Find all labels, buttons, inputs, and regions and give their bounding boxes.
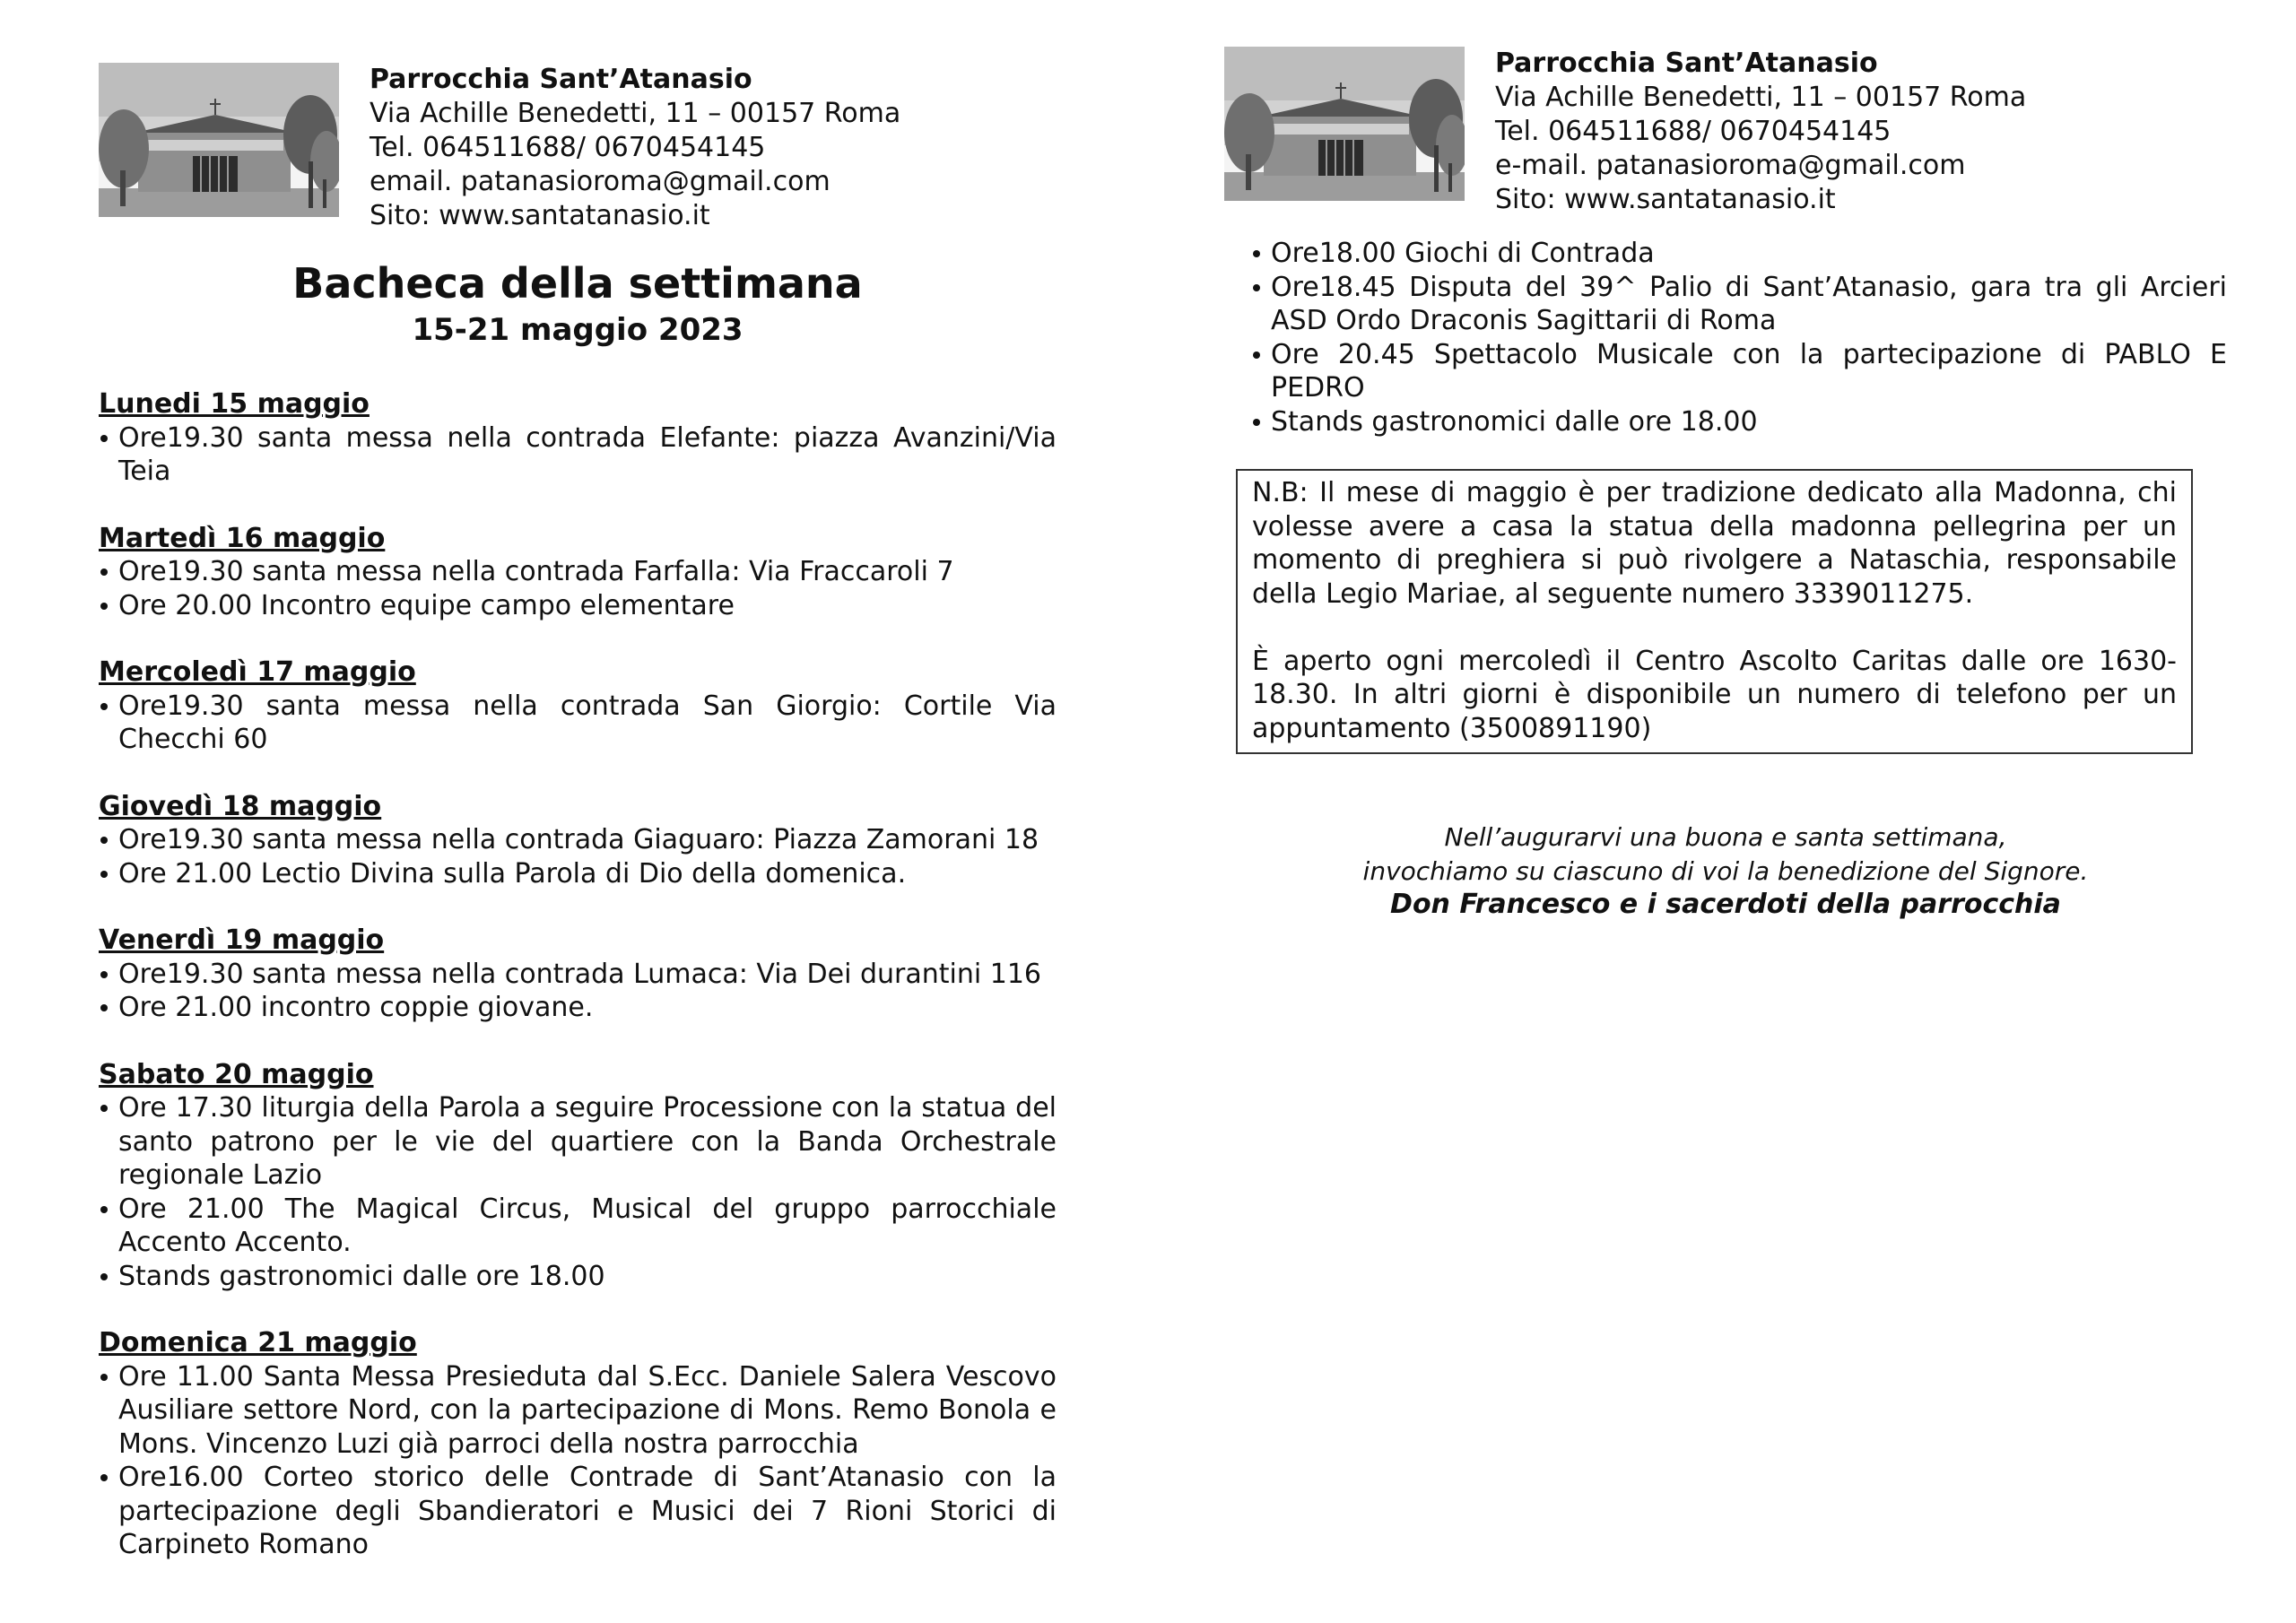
parish-phone: Tel. 064511688/ 0670454145 bbox=[370, 132, 766, 163]
schedule-item: Ore 21.00 incontro coppie giovane. bbox=[99, 991, 1057, 1025]
day-thursday bbox=[99, 790, 1057, 891]
closing-line: invochiamo su ciascuno di voi la benedizione del Signore. bbox=[1362, 855, 2089, 886]
day-monday bbox=[99, 387, 1057, 489]
schedule-item: Ore19.30 santa messa nella contrada San Giorgio: Cortile Via Checchi 60 bbox=[99, 690, 1057, 757]
day-title: Venerdì 19 maggio bbox=[99, 924, 385, 956]
left-header bbox=[99, 63, 1057, 233]
parish-address: Via Achille Benedetti, 11 – 00157 Roma bbox=[370, 98, 901, 129]
parish-name: Parrocchia Sant’Atanasio bbox=[1495, 48, 1878, 79]
schedule-item: Ore 21.00 The Magical Circus, Musical del gruppo parrocchiale Accento Accento. bbox=[99, 1193, 1057, 1260]
parish-website: Sito: www.santatanasio.it bbox=[370, 200, 710, 231]
date-range: 15-21 maggio 2023 bbox=[412, 312, 744, 348]
church-logo-image bbox=[99, 63, 339, 217]
day-friday bbox=[99, 924, 1057, 1025]
page-title: Bacheca della settimana bbox=[292, 259, 863, 308]
signature: Don Francesco e i sacerdoti della parrocchia bbox=[1390, 889, 2061, 920]
parish-phone: Tel. 064511688/ 0670454145 bbox=[1495, 116, 1892, 147]
day-title: Martedì 16 maggio bbox=[99, 522, 386, 554]
schedule-item: Ore 11.00 Santa Messa Presieduta dal S.Ecc. Daniele Salera Vescovo Ausiliare settore Nord, con la partecipazione di Mons. Remo Bonola e Mons. Vincenzo Luzi già parroci della nostra parrocchia bbox=[99, 1360, 1057, 1462]
schedule-item: Stands gastronomici dalle ore 18.00 bbox=[1251, 405, 2227, 439]
closing-message bbox=[1224, 820, 2227, 922]
day-title: Domenica 21 maggio bbox=[99, 1327, 417, 1358]
schedule-item: Ore18.45 Disputa del 39^ Palio di Sant’Atanasio, gara tra gli Arcieri ASD Ordo Draconis Sagittarii di Roma bbox=[1251, 271, 2227, 338]
parish-website: Sito: www.santatanasio.it bbox=[1495, 184, 1836, 215]
schedule-item: Ore19.30 santa messa nella contrada Lumaca: Via Dei durantini 116 bbox=[99, 958, 1057, 992]
day-saturday bbox=[99, 1058, 1057, 1294]
day-sunday bbox=[99, 1326, 1057, 1562]
day-title: Lunedi 15 maggio bbox=[99, 388, 370, 420]
parish-address: Via Achille Benedetti, 11 – 00157 Roma bbox=[1495, 82, 2027, 113]
schedule-item: Ore18.00 Giochi di Contrada bbox=[1251, 237, 2227, 271]
day-title: Sabato 20 maggio bbox=[99, 1058, 374, 1090]
schedule-item: Ore19.30 santa messa nella contrada Farfalla: Via Fraccaroli 7 bbox=[99, 555, 1057, 589]
closing-line: Nell’augurarvi una buona e santa settimana, bbox=[1444, 822, 2007, 852]
notice-box bbox=[1236, 469, 2193, 754]
day-wednesday bbox=[99, 655, 1057, 757]
schedule-item: Stands gastronomici dalle ore 18.00 bbox=[99, 1260, 1057, 1294]
right-page bbox=[1224, 47, 2227, 922]
schedule-item: Ore19.30 santa messa nella contrada Elefante: piazza Avanzini/Via Teia bbox=[99, 421, 1057, 489]
right-header bbox=[1224, 47, 2227, 217]
schedule-item: Ore 20.00 Incontro equipe campo elementare bbox=[99, 589, 1057, 623]
schedule-item: Ore 17.30 liturgia della Parola a seguire Processione con la statua del santo patrono per le vie del quartiere con la Banda Orchestrale regionale Lazio bbox=[99, 1091, 1057, 1193]
day-title: Mercoledì 17 maggio bbox=[99, 656, 416, 688]
day-tuesday bbox=[99, 522, 1057, 623]
parish-name: Parrocchia Sant’Atanasio bbox=[370, 64, 752, 95]
title-block bbox=[99, 258, 1057, 352]
parish-email: e-mail. patanasioroma@gmail.com bbox=[1495, 150, 1966, 181]
left-header-text bbox=[370, 63, 900, 233]
schedule-item: Ore16.00 Corteo storico delle Contrade di Sant’Atanasio con la partecipazione degli Sbandieratori e Musici dei 7 Rioni Storici di Carpineto Romano bbox=[99, 1461, 1057, 1562]
schedule-item: Ore 20.45 Spettacolo Musicale con la partecipazione di PABLO E PEDRO bbox=[1251, 338, 2227, 405]
church-logo-image bbox=[1224, 47, 1465, 201]
schedule-item: Ore19.30 santa messa nella contrada Giaguaro: Piazza Zamorani 18 bbox=[99, 823, 1057, 857]
schedule-item: Ore 21.00 Lectio Divina sulla Parola di Dio della domenica. bbox=[99, 857, 1057, 891]
notice-paragraph: È aperto ogni mercoledì il Centro Ascolto Caritas dalle ore 1630-18.30. In altri giorni è disponibile un numero di telefono per un appuntamento (3500891190) bbox=[1252, 645, 2177, 744]
sunday-continued-list bbox=[1251, 237, 2227, 438]
left-page bbox=[99, 63, 1057, 1595]
right-header-text bbox=[1495, 47, 2026, 217]
parish-email: email. patanasioroma@gmail.com bbox=[370, 166, 831, 197]
day-title: Giovedì 18 maggio bbox=[99, 790, 382, 822]
weekly-schedule bbox=[99, 387, 1057, 1562]
notice-paragraph: N.B: Il mese di maggio è per tradizione dedicato alla Madonna, chi volesse avere a casa la statua della madonna pellegrina per un momento di preghiera si può rivolgere a Nataschia, responsabile della Legio Mariae, al seguente numero 3339011275. bbox=[1252, 477, 2177, 610]
